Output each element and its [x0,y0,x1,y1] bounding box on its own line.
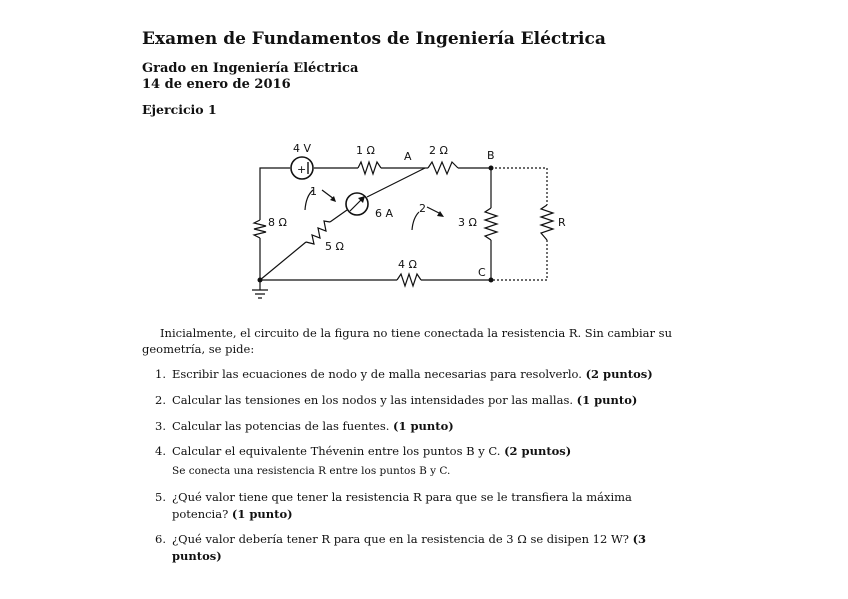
task-text: Escribir las ecuaciones de nodo y de malla necesarias para resolverlo. [172,367,582,381]
wire-a-to-isource [367,168,425,197]
task-text: Calcular las tensiones en los nodos y las intensidades por las mallas. [172,393,574,407]
label-mesh-2: 2 [419,202,426,215]
task-points: (1 punto) [576,393,638,407]
task-points: (1 punto) [231,507,293,521]
exam-date: 14 de enero de 2016 [142,77,291,92]
task-number: 1. [155,367,166,381]
label-4-ohm: 4 Ω [398,258,417,271]
task-text: ¿Qué valor debería tener R para que en la resistencia de 3 Ω se disipen 12 W? [172,532,629,546]
task-number: 2. [155,393,166,407]
wire-isource-to-r5 [330,210,347,222]
task-points: (1 punto) [393,419,454,433]
intro-paragraph: Inicialmente, el circuito de la figura no tiene conectada la resistencia R. Sin cambiar su geometría, se pide: [142,326,672,356]
ground-icon [252,280,268,298]
task-number: 6. [155,532,166,546]
label-8-ohm: 8 Ω [268,216,287,229]
task-text-wrap [172,489,680,523]
label-node-b: B [487,149,495,162]
resistor-r-load [541,205,553,240]
task-points: (3 puntos) [172,532,647,563]
label-r: R [558,216,566,229]
task-item [155,418,680,435]
task-text-wrap [172,531,680,565]
label-6a: 6 A [375,207,394,220]
task-number: 4. [155,444,166,458]
vs-plus-sign: + [297,163,307,176]
task-item [155,489,680,523]
label-3-ohm: 3 Ω [458,216,477,229]
label-5-ohm: 5 Ω [325,240,344,253]
task-item [155,443,680,480]
task-item [155,531,680,565]
task-text: ¿Qué valor tiene que tener la resistencia R para que se le transfiera la máxima potencia? [172,490,632,521]
resistor-4-ohm [397,274,421,286]
task-text-wrap [172,366,680,383]
task-number: 5. [155,490,166,504]
task-text-wrap [172,392,680,409]
task-text-wrap [172,418,680,435]
task-points: (2 puntos) [585,367,653,381]
resistor-1-ohm [358,162,381,174]
resistor-2-ohm [428,162,458,174]
task-points: (2 puntos) [504,444,572,458]
dashed-load-branch [491,168,547,280]
node-b-dot [489,166,494,171]
task-item [155,392,680,409]
task-note: Se conecta una resistencia R entre los puntos B y C. [172,465,451,477]
exam-title: Examen de Fundamentos de Ingeniería Eléctrica [142,29,606,49]
wire-b-right [458,168,491,208]
degree-subtitle: Grado en Ingeniería Eléctrica [142,61,359,76]
exercise-heading: Ejercicio 1 [142,102,217,117]
mesh-2-arc [412,212,419,230]
label-2-ohm: 2 Ω [429,144,448,157]
label-1-ohm: 1 Ω [356,144,375,157]
task-text: Calcular las potencias de las fuentes. [172,419,390,433]
label-node-c: C [478,266,486,279]
label-node-a: A [404,150,412,163]
wire-r5-to-ground [260,242,306,280]
mesh-1-arrow-line [322,190,334,199]
task-number: 3. [155,419,166,433]
task-item [155,366,680,383]
node-c-dot [489,278,494,283]
task-text: Calcular el equivalente Thévenin entre los puntos B y C. [172,444,501,458]
resistor-8-ohm [254,220,266,238]
wire-left-top [260,168,290,220]
label-4v: 4 V [293,142,312,155]
task-text-wrap [172,443,680,460]
label-mesh-1: 1 [310,185,317,198]
resistor-3-ohm [485,208,497,240]
